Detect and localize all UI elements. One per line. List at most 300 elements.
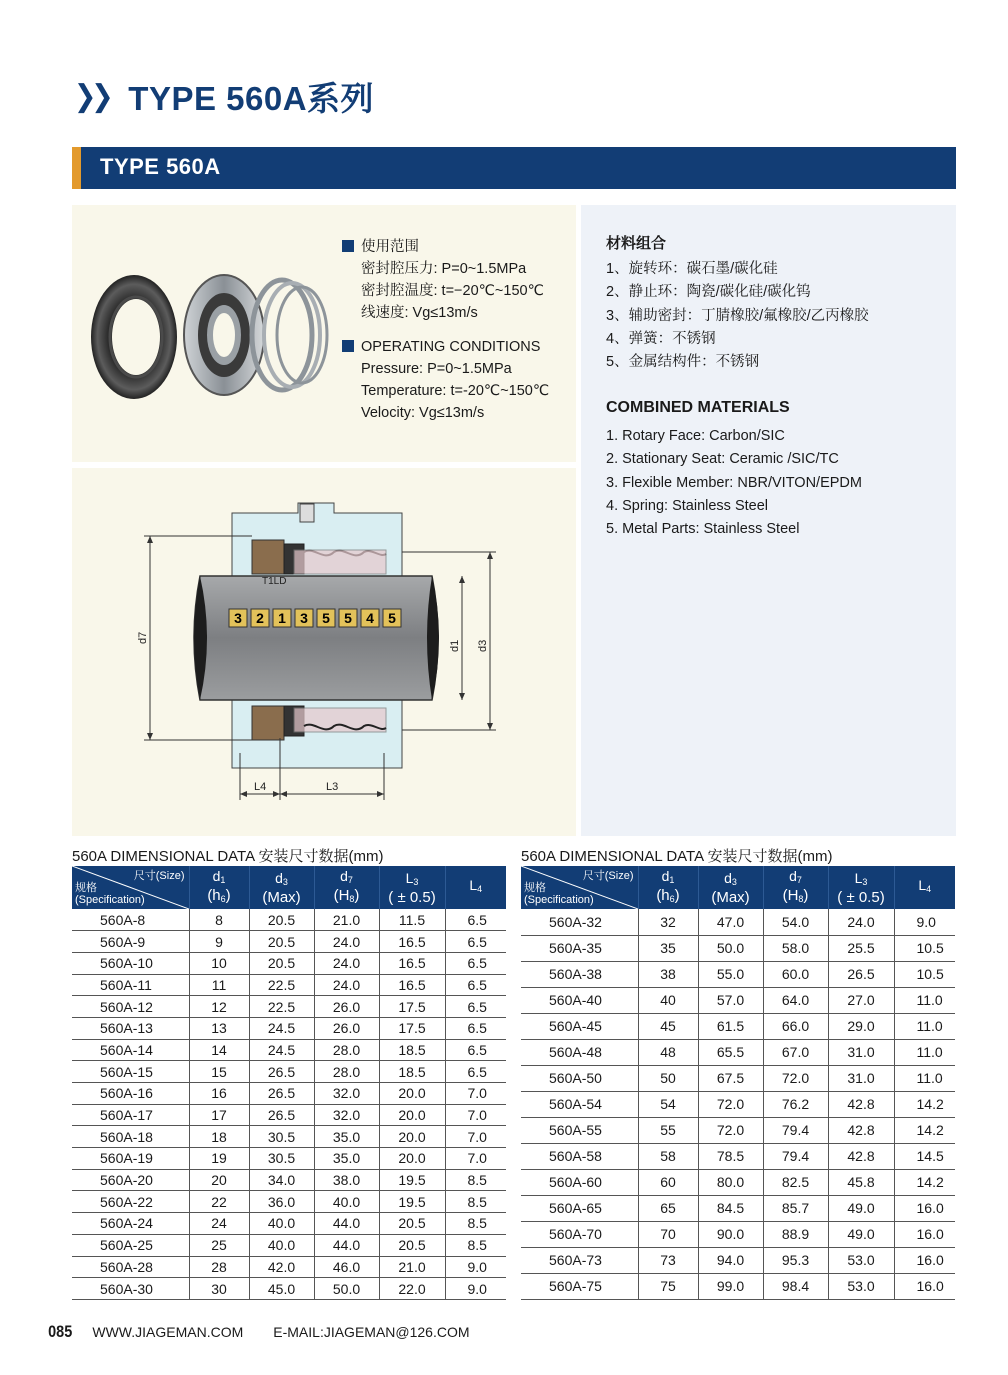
table-cell: 70 [638,1221,698,1247]
table-cell: 44.0 [314,1213,379,1235]
table-cell: 40.0 [249,1213,314,1235]
table-row [72,1191,506,1213]
table-cell: 25 [189,1234,249,1256]
table-cell: 65 [638,1195,698,1221]
table-cell: 38 [638,961,698,987]
part-number: 3 [234,610,242,626]
table-cell: 10 [189,952,249,974]
table-cell: 14.2 [894,1091,955,1117]
dim-label-L4: L4 [254,781,267,793]
table-cell: 11.5 [379,909,445,931]
table-row [521,909,955,935]
table-row [521,1221,955,1247]
table-cell: 30.5 [249,1148,314,1170]
conditions-cn-line: 线速度: Vg≤13m/s [361,305,478,321]
table-cell: 560A-38 [521,961,638,987]
table-cell: 28 [189,1256,249,1278]
table-cell: 20.5 [379,1234,445,1256]
table-cell: 6.5 [445,974,506,996]
table-cell: 11.0 [894,987,955,1013]
table-cell: 8.5 [445,1213,506,1235]
materials-en-item: 2. Stationary Seat: Ceramic /SIC/TC [606,451,839,468]
table-cell: 64.0 [763,987,828,1013]
table-cell: 53.0 [828,1247,894,1273]
table-row [72,952,506,974]
table-cell: 24.0 [314,931,379,953]
table-cell: 44.0 [314,1234,379,1256]
table-cell: 560A-32 [521,909,638,935]
type-bar [72,147,956,189]
table-cell: 20.5 [249,952,314,974]
right-table-caption: 560A DIMENSIONAL DATA 安装尺寸数据(mm) [521,848,833,865]
table-cell: 42.0 [249,1256,314,1278]
table-cell: 560A-55 [521,1117,638,1143]
table-cell: 24.5 [249,1039,314,1061]
table-cell: 20.0 [379,1148,445,1170]
column-header: $d_3$ (Max) [698,866,763,909]
spec-header-cell [521,866,638,909]
column-header: $d_1$ $(h_6)$ [189,866,249,909]
table-cell: 12 [189,996,249,1018]
table-cell: 76.2 [763,1091,828,1117]
table-cell: 31.0 [828,1065,894,1091]
table-cell: 95.3 [763,1247,828,1273]
table-row [521,961,955,987]
table-cell: 560A-16 [72,1083,189,1105]
page-number: 085 [48,1322,73,1341]
spec-cn-label: 规格 [524,882,546,894]
shaft-label: T1LD [262,576,287,587]
table-cell: 19.5 [379,1169,445,1191]
table-cell: 560A-15 [72,1061,189,1083]
table-cell: 8 [189,909,249,931]
table-row [521,935,955,961]
table-cell: 560A-45 [521,1013,638,1039]
table-cell: 560A-13 [72,1017,189,1039]
table-row [521,987,955,1013]
table-cell: 18 [189,1126,249,1148]
dim-label-d3: d3 [477,639,489,652]
table-cell: 17.5 [379,996,445,1018]
table-cell: 55.0 [698,961,763,987]
spec-cn-label: 规格 [75,882,97,894]
table-cell: 6.5 [445,931,506,953]
table-cell: 560A-54 [521,1091,638,1117]
table-cell: 18.5 [379,1039,445,1061]
table-cell: 10.5 [894,961,955,987]
table-cell: 9.0 [445,1256,506,1278]
column-header: $L_4$ [894,866,955,909]
conditions-en-line: Velocity: Vg≤13m/s [361,405,485,421]
part-number: 5 [322,610,330,626]
materials-cn-list [606,258,869,374]
table-cell: 35 [638,935,698,961]
materials-en-list [606,425,862,541]
table-cell: 16.0 [894,1273,955,1299]
table-cell: 60.0 [763,961,828,987]
table-cell: 26.0 [314,996,379,1018]
table-cell: 10.5 [894,935,955,961]
table-cell: 7.0 [445,1148,506,1170]
table-cell: 14.2 [894,1117,955,1143]
table-cell: 58 [638,1143,698,1169]
table-cell: 20.5 [379,1213,445,1235]
table-cell: 560A-58 [521,1143,638,1169]
table-cell: 42.8 [828,1117,894,1143]
table-row [72,996,506,1018]
table-cell: 6.5 [445,952,506,974]
table-cell: 21.0 [379,1256,445,1278]
seal-cross-section-drawing [72,468,576,836]
table-cell: 27.0 [828,987,894,1013]
table-cell: 46.0 [314,1256,379,1278]
table-cell: 7.0 [445,1104,506,1126]
spec-en-label: (Specification) [75,894,145,906]
materials-cn-item: 4、弹簧：不锈钢 [606,330,716,347]
table-cell: 560A-19 [72,1148,189,1170]
table-row [521,1117,955,1143]
table-cell: 6.5 [445,1039,506,1061]
table-cell: 31.0 [828,1039,894,1065]
column-header: $L_3$ ( ± 0.5) [379,866,445,909]
conditions-panel [72,205,576,462]
table-cell: 560A-70 [521,1221,638,1247]
table-cell: 21.0 [314,909,379,931]
table-cell: 24.0 [314,974,379,996]
square-bullet-icon [342,240,354,252]
table-cell: 26.5 [249,1083,314,1105]
table-row [72,1126,506,1148]
table-cell: 94.0 [698,1247,763,1273]
table-cell: 50 [638,1065,698,1091]
dim-label-d1: d1 [449,639,461,652]
table-cell: 88.9 [763,1221,828,1247]
table-row [72,909,506,931]
table-cell: 99.0 [698,1273,763,1299]
table-cell: 40 [638,987,698,1013]
table-cell: 32 [638,909,698,935]
left-table-caption: 560A DIMENSIONAL DATA 安装尺寸数据(mm) [72,848,384,865]
table-cell: 25.5 [828,935,894,961]
table-cell: 8.5 [445,1191,506,1213]
table-cell: 18.5 [379,1061,445,1083]
table-row [521,1143,955,1169]
table-cell: 8.5 [445,1169,506,1191]
table-cell: 560A-10 [72,952,189,974]
table-cell: 9.0 [894,909,955,935]
table-cell: 79.4 [763,1143,828,1169]
technical-drawing-panel [72,468,576,836]
part-number: 3 [300,610,308,626]
table-cell: 32.0 [314,1104,379,1126]
table-row [72,1061,506,1083]
table-cell: 7.0 [445,1126,506,1148]
table-cell: 11.0 [894,1013,955,1039]
table-row [72,931,506,953]
table-cell: 50.0 [314,1278,379,1300]
footer [46,1322,470,1342]
table-cell: 560A-14 [72,1039,189,1061]
table-row [72,1234,506,1256]
table-cell: 80.0 [698,1169,763,1195]
conditions-cn-line: 密封腔压力: P=0~1.5MPa [361,261,527,277]
table-cell: 50.0 [698,935,763,961]
table-row [521,1039,955,1065]
page-title-text: TYPE 560A系列 [128,79,375,117]
materials-cn-heading: 材料组合 [606,235,667,252]
table-cell: 24.0 [314,952,379,974]
table-cell: 36.0 [249,1191,314,1213]
table-cell: 15 [189,1061,249,1083]
table-row [72,1213,506,1235]
table-cell: 20.0 [379,1083,445,1105]
table-cell: 66.0 [763,1013,828,1039]
table-cell: 24 [189,1213,249,1235]
table-cell: 560A-73 [521,1247,638,1273]
table-cell: 65.5 [698,1039,763,1065]
table-cell: 16.5 [379,952,445,974]
table-cell: 54 [638,1091,698,1117]
table-cell: 560A-75 [521,1273,638,1299]
table-cell: 560A-25 [72,1234,189,1256]
table-cell: 560A-18 [72,1126,189,1148]
table-cell: 84.5 [698,1195,763,1221]
table-cell: 17.5 [379,1017,445,1039]
table-cell: 560A-28 [72,1256,189,1278]
table-row [72,1039,506,1061]
table-cell: 20 [189,1169,249,1191]
materials-en-item: 1. Rotary Face: Carbon/SIC [606,428,785,444]
column-header: $d_7$ $(H_8)$ [763,866,828,909]
page-title [72,74,374,118]
table-cell: 24.5 [249,1017,314,1039]
table-cell: 19 [189,1148,249,1170]
part-number: 1 [278,610,286,626]
table-cell: 28.0 [314,1039,379,1061]
table-row [521,1065,955,1091]
conditions-en-line: Pressure: P=0~1.5MPa [361,361,512,377]
table-cell: 72.0 [698,1091,763,1117]
table-cell: 11.0 [894,1039,955,1065]
table-cell: 61.5 [698,1013,763,1039]
table-row [72,1017,506,1039]
table-cell: 79.4 [763,1117,828,1143]
email-link[interactable]: E-MAIL:JIAGEMAN@126.COM [273,1324,470,1340]
table-cell: 6.5 [445,1061,506,1083]
table-cell: 11.0 [894,1065,955,1091]
table-cell: 16.5 [379,974,445,996]
table-cell: 560A-35 [521,935,638,961]
conditions-cn-heading: 使用范围 [342,236,544,258]
table-cell: 6.5 [445,909,506,931]
table-cell: 560A-24 [72,1213,189,1235]
table-cell: 16.0 [894,1221,955,1247]
table-cell: 49.0 [828,1195,894,1221]
table-cell: 29.0 [828,1013,894,1039]
spec-header-cell [72,866,189,909]
type-bar-accent [72,147,81,189]
table-cell: 73 [638,1247,698,1273]
left-dimension-table [72,866,506,1300]
table-cell: 72.0 [763,1065,828,1091]
table-cell: 45 [638,1013,698,1039]
conditions-cn-line: 密封腔温度: t=−20℃~150℃ [361,283,544,299]
table-cell: 17 [189,1104,249,1126]
materials-cn-item: 2、静止环：陶瓷/碳化硅/碳化钨 [606,284,811,301]
table-cell: 560A-22 [72,1191,189,1213]
table-cell: 78.5 [698,1143,763,1169]
table-cell: 26.0 [314,1017,379,1039]
dim-label-d7: d7 [137,631,149,644]
table-cell: 9 [189,931,249,953]
table-cell: 560A-40 [521,987,638,1013]
table-cell: 20.0 [379,1126,445,1148]
table-cell: 26.5 [249,1061,314,1083]
table-cell: 26.5 [249,1104,314,1126]
table-row [521,1091,955,1117]
table-row [521,1013,955,1039]
table-cell: 13 [189,1017,249,1039]
table-cell: 85.7 [763,1195,828,1221]
table-cell: 14.5 [894,1143,955,1169]
table-cell: 6.5 [445,1017,506,1039]
part-number: 4 [366,610,374,626]
table-row [72,1278,506,1300]
table-cell: 34.0 [249,1169,314,1191]
table-row [72,974,506,996]
table-cell: 58.0 [763,935,828,961]
table-cell: 20.5 [249,931,314,953]
table-cell: 75 [638,1273,698,1299]
table-cell: 11 [189,974,249,996]
table-cell: 22 [189,1191,249,1213]
table-cell: 22.5 [249,996,314,1018]
table-cell: 22.5 [249,974,314,996]
table-cell: 16.0 [894,1247,955,1273]
table-cell: 20.0 [379,1104,445,1126]
materials-cn-item: 1、旋转环：碳石墨/碳化硅 [606,261,778,277]
table-cell: 560A-11 [72,974,189,996]
table-cell: 560A-20 [72,1169,189,1191]
table-cell: 35.0 [314,1148,379,1170]
table-cell: 98.4 [763,1273,828,1299]
table-cell: 54.0 [763,909,828,935]
table-cell: 45.8 [828,1169,894,1195]
table-cell: 38.0 [314,1169,379,1191]
part-number: 5 [388,610,396,626]
column-header: $d_1$ $(h_6)$ [638,866,698,909]
table-cell: 560A-12 [72,996,189,1018]
part-number: 5 [344,610,352,626]
materials-en-item: 3. Flexible Member: NBR/VITON/EPDM [606,474,862,491]
dim-label-L3: L3 [326,781,339,793]
website-link[interactable]: WWW.JIAGEMAN.COM [92,1324,244,1340]
table-row [72,1169,506,1191]
materials-panel [581,205,956,836]
table-row [521,1195,955,1221]
spec-en-label: (Specification) [524,894,594,906]
table-cell: 40.0 [314,1191,379,1213]
table-cell: 45.0 [249,1278,314,1300]
table-row [72,1148,506,1170]
table-cell: 67.0 [763,1039,828,1065]
conditions-en-heading: OPERATING CONDITIONS [342,336,549,358]
table-cell: 35.0 [314,1126,379,1148]
part-number: 2 [256,610,264,626]
table-cell: 560A-60 [521,1169,638,1195]
table-cell: 8.5 [445,1234,506,1256]
table-cell: 57.0 [698,987,763,1013]
column-header: $L_4$ [445,866,506,909]
table-cell: 42.8 [828,1143,894,1169]
table-cell: 22.0 [379,1278,445,1300]
table-cell: 16.5 [379,931,445,953]
table-cell: 42.8 [828,1091,894,1117]
table-row [521,1273,955,1299]
table-cell: 560A-9 [72,931,189,953]
table-row [72,1083,506,1105]
materials-cn-item: 3、辅助密封：丁腈橡胶/氟橡胶/乙丙橡胶 [606,307,869,324]
table-cell: 560A-17 [72,1104,189,1126]
table-row [521,1169,955,1195]
table-cell: 6.5 [445,996,506,1018]
table-cell: 90.0 [698,1221,763,1247]
materials-en-heading: COMBINED MATERIALS [606,399,790,416]
table-cell: 55 [638,1117,698,1143]
table-cell: 16.0 [894,1195,955,1221]
table-cell: 26.5 [828,961,894,987]
table-cell: 40.0 [249,1234,314,1256]
table-cell: 48 [638,1039,698,1065]
materials-cn-item: 5、金属结构件：不锈钢 [606,354,760,371]
conditions-en-line: Temperature: t=-20℃~150℃ [361,383,550,399]
table-cell: 560A-65 [521,1195,638,1221]
table-row [521,1247,955,1273]
size-label: 尺寸(Size) [582,870,634,882]
table-cell: 32.0 [314,1083,379,1105]
table-cell: 60 [638,1169,698,1195]
table-row [72,1104,506,1126]
seal-product-photo [84,257,334,437]
column-header: $d_7$ $(H_8)$ [314,866,379,909]
table-cell: 53.0 [828,1273,894,1299]
table-cell: 30 [189,1278,249,1300]
table-cell: 72.0 [698,1117,763,1143]
table-cell: 560A-30 [72,1278,189,1300]
table-cell: 560A-50 [521,1065,638,1091]
table-cell: 14.2 [894,1169,955,1195]
table-cell: 19.5 [379,1191,445,1213]
type-bar-label: TYPE 560A [100,154,221,179]
table-cell: 49.0 [828,1221,894,1247]
materials-en-item: 4. Spring: Stainless Steel [606,497,769,514]
table-cell: 16 [189,1083,249,1105]
square-bullet-icon [342,340,354,352]
table-cell: 560A-48 [521,1039,638,1065]
column-header: $d_3$ (Max) [249,866,314,909]
double-chevron-right-icon: ❯❯ [73,78,109,114]
table-cell: 47.0 [698,909,763,935]
right-dimension-table [521,866,955,1300]
table-cell: 560A-8 [72,909,189,931]
table-cell: 30.5 [249,1126,314,1148]
table-cell: 20.5 [249,909,314,931]
table-cell: 14 [189,1039,249,1061]
table-cell: 82.5 [763,1169,828,1195]
table-row [72,1256,506,1278]
table-cell: 7.0 [445,1083,506,1105]
table-cell: 28.0 [314,1061,379,1083]
